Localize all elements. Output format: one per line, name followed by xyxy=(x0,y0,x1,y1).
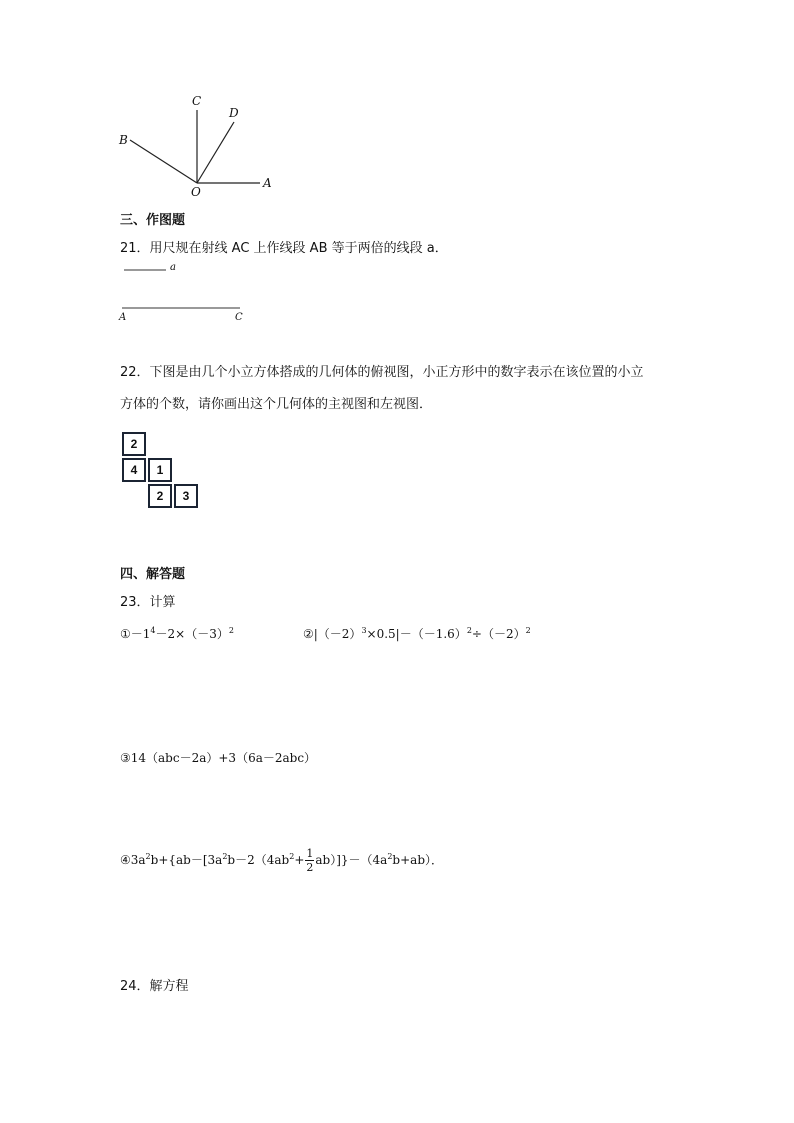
label-d: D xyxy=(229,106,239,120)
item1-part-a: ①－1 xyxy=(120,627,151,641)
q21-segments xyxy=(118,260,248,326)
q24-title: 24．解方程 xyxy=(120,979,189,994)
top-view-grid xyxy=(120,430,204,514)
item4-part-b: b+{ab－[3a xyxy=(150,853,223,867)
label-point-a: A xyxy=(119,312,127,323)
q23-item-4 xyxy=(120,846,443,873)
grid-cell: 3 xyxy=(174,484,198,508)
ray-ob xyxy=(130,140,197,183)
item4-exp-2: 2 xyxy=(222,852,228,861)
q23-item-2 xyxy=(303,627,531,640)
item4-exp-1: 2 xyxy=(145,852,151,861)
item4-exp-3: 2 xyxy=(289,852,295,861)
label-a: A xyxy=(263,176,272,190)
item2-exp-2: 2 xyxy=(466,626,472,635)
q23-item-1 xyxy=(120,627,234,640)
item2-part-b: ×0.5|－（－1.6） xyxy=(366,627,467,641)
grid-cell: 4 xyxy=(122,458,146,482)
item2-exp-1: 3 xyxy=(361,626,367,635)
fraction-one-half xyxy=(305,848,314,873)
item2-exp-3: 2 xyxy=(525,626,531,635)
item1-exp-1: 4 xyxy=(150,626,156,635)
q21-text: 21．用尺规在射线 AC 上作线段 AB 等于两倍的线段 a． xyxy=(120,241,448,256)
item2-part-c: ÷（－2） xyxy=(471,627,526,641)
item1-exp-2: 2 xyxy=(228,626,234,635)
ray-od xyxy=(197,122,234,183)
label-point-c: C xyxy=(235,312,243,323)
item1-part-b: －2×（－3） xyxy=(155,627,229,641)
grid-cell: 2 xyxy=(148,484,172,508)
label-o: O xyxy=(191,185,201,199)
q22-line-2: 方体的个数，请你画出这个几何体的主视图和左视图． xyxy=(120,397,433,412)
q21-figure xyxy=(118,260,248,326)
item2-part-a: ②|（－2） xyxy=(303,627,362,641)
q23-title: 23．计算 xyxy=(120,595,176,610)
label-c: C xyxy=(192,94,202,108)
fraction-denominator: 2 xyxy=(306,861,314,874)
q22-line-1: 22．下图是由几个小立方体搭成的几何体的俯视图，小正方形中的数字表示在该位置的小立 xyxy=(120,365,644,380)
item4-part-a: ④3a xyxy=(120,853,146,867)
label-b: B xyxy=(119,133,128,147)
grid-cell: 2 xyxy=(122,432,146,456)
item4-part-e: ab）]}－（4a xyxy=(315,853,388,867)
item4-part-f: b+ab）． xyxy=(392,853,443,867)
section-3-heading: 三、作图题 xyxy=(120,213,186,228)
item4-part-c: b－2（4ab xyxy=(227,853,290,867)
item4-part-d: + xyxy=(294,853,305,867)
label-segment-a: a xyxy=(170,262,176,273)
angle-figure xyxy=(110,92,290,204)
fraction-numerator: 1 xyxy=(306,847,314,860)
section-4-heading: 四、解答题 xyxy=(120,567,186,582)
q23-item-3: ③14（abc－2a）+3（6a－2abc） xyxy=(120,751,317,765)
item4-exp-4: 2 xyxy=(387,852,393,861)
grid-cell: 1 xyxy=(148,458,172,482)
